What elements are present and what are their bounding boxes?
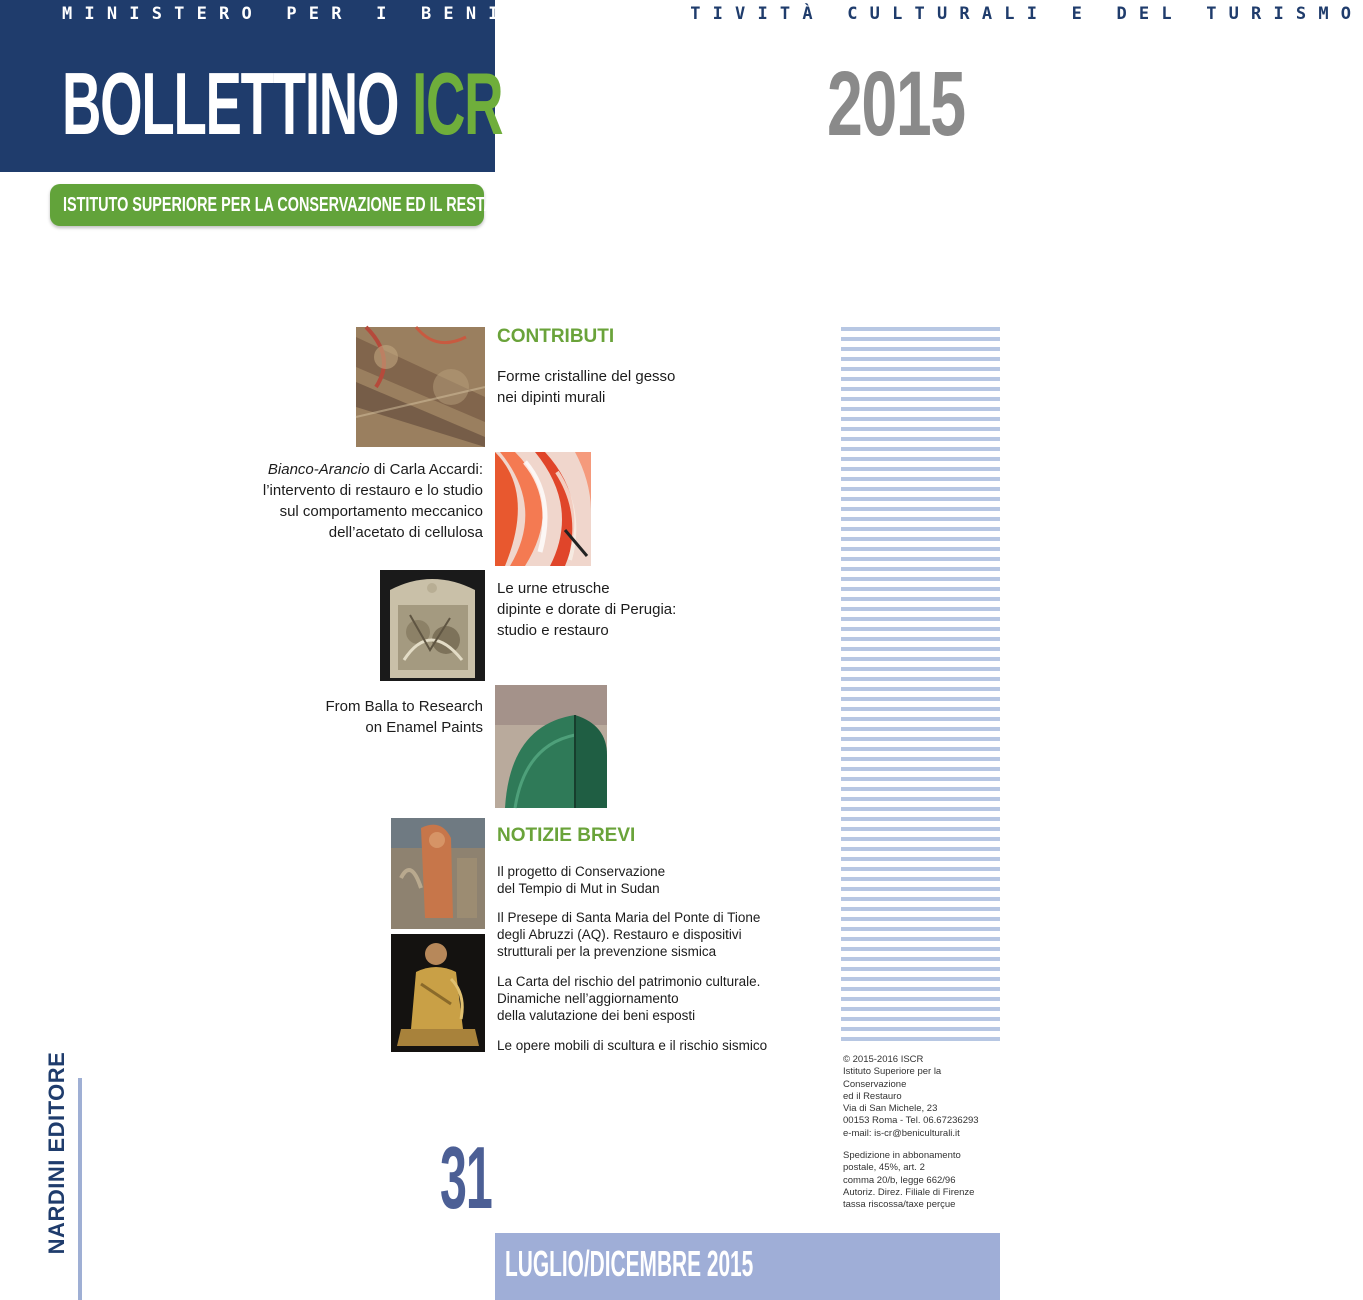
publisher-divider	[78, 1078, 82, 1300]
article-gypsum-line2: nei dipinti murali	[497, 389, 606, 406]
presepe-sculpture-photo	[391, 934, 485, 1052]
balla-enamel-photo	[495, 685, 607, 808]
article-balla-line2: on Enamel Paints	[365, 719, 483, 736]
ministry-line	[62, 4, 1363, 24]
mut-temple-fresco-photo	[391, 818, 485, 929]
article-gypsum-line1: Forme cristalline del gesso	[497, 368, 676, 385]
note-carta-line1: La Carta del rischio del patrimonio culturale.	[497, 974, 761, 989]
section-heading-notizie-brevi: NOTIZIE BREVI	[497, 825, 636, 846]
article-accardi-line3: sul comportamento meccanico	[279, 503, 483, 520]
imprint-postal: Autoriz. Direz. Filiale di Firenze	[843, 1186, 975, 1198]
institute-name: ISTITUTO SUPERIORE PER LA CONSERVAZIONE ED IL RESTAURO	[62, 194, 526, 216]
year-label: 2015	[827, 53, 965, 155]
publisher-name: NARDINI EDITORE	[44, 1051, 69, 1255]
note-carta-line2: Dinamiche nell’aggiornamento	[497, 991, 679, 1006]
imprint-copyright: © 2015-2016 ISCR	[843, 1054, 924, 1065]
imprint-email: e-mail: is-cr@beniculturali.it	[843, 1127, 960, 1139]
article-urns-line2: dipinte e dorate di Perugia:	[497, 601, 677, 618]
ministry-text-part1: MINISTERO PER I BENI E LE AT	[62, 4, 691, 24]
fresco-gypsum-photo	[356, 327, 485, 447]
note-mut-temple	[497, 863, 665, 897]
journal-title-main: BOLLETTINO	[62, 54, 399, 153]
article-urns-line3: studio e restauro	[497, 622, 609, 639]
institute-banner	[50, 184, 526, 226]
note-carta-line3: della valutazione dei beni esposti	[497, 1008, 696, 1023]
article-urns-line1: Le urne etrusche	[497, 580, 610, 597]
etruscan-urn-photo	[380, 570, 485, 681]
issue-period-band	[495, 1233, 1000, 1300]
note-opere-line1: Le opere mobili di scultura e il rischio sismico	[497, 1038, 768, 1053]
note-presepe	[497, 909, 760, 960]
imprint-line: Istituto Superiore per la Conservazione	[843, 1066, 942, 1090]
imprint-block	[843, 1054, 1003, 1212]
note-presepe-line2: degli Abruzzi (AQ). Restauro e dispositivi	[497, 927, 742, 942]
note-mut-line1: Il progetto di Conservazione	[497, 864, 666, 879]
imprint-postal: tassa riscossa/taxe perçue	[843, 1199, 956, 1211]
note-mut-line2: del Tempio di Mut in Sudan	[497, 881, 660, 896]
issue-period: LUGLIO/DICEMBRE 2015	[505, 1243, 754, 1284]
issue-number: 31	[440, 1128, 492, 1227]
imprint-postal: Spedizione in abbonamento	[843, 1150, 961, 1162]
article-accardi-italic: Bianco-Arancio	[267, 461, 370, 478]
publisher-label	[40, 1051, 74, 1255]
accardi-artwork-photo	[495, 452, 591, 566]
imprint-postal: comma 20/b, legge 662/96	[843, 1174, 956, 1186]
imprint-address: Via di San Michele, 23	[843, 1103, 938, 1115]
article-accardi	[183, 459, 483, 543]
article-accardi-line1: di Carla Accardi:	[369, 461, 483, 478]
article-balla-line1: From Balla to Research	[325, 698, 483, 715]
article-etruscan-urns	[497, 578, 676, 641]
note-opere-mobili	[497, 1037, 767, 1054]
note-carta-rischio	[497, 973, 760, 1024]
article-accardi-line2: l’intervento di restauro e lo studio	[262, 482, 483, 499]
article-gypsum	[497, 366, 675, 408]
journal-title	[62, 54, 503, 153]
article-accardi-line4: dell’acetato di cellulosa	[328, 524, 483, 541]
imprint-city-phone: 00153 Roma - Tel. 06.67236293	[843, 1115, 979, 1127]
section-heading-contributi: CONTRIBUTI	[497, 326, 615, 347]
ministry-text-part2: TIVITÀ CULTURALI E DEL TURISMO	[690, 4, 1363, 24]
imprint-line: ed il Restauro	[843, 1090, 902, 1102]
journal-title-accent: ICR	[412, 54, 503, 153]
note-presepe-line1: Il Presepe di Santa Maria del Ponte di Tione	[497, 910, 761, 925]
imprint-postal: postale, 45%, art. 2	[843, 1162, 925, 1174]
decorative-stripes	[841, 327, 1000, 1047]
note-presepe-line3: strutturali per la prevenzione sismica	[497, 944, 717, 959]
article-balla	[183, 696, 483, 738]
